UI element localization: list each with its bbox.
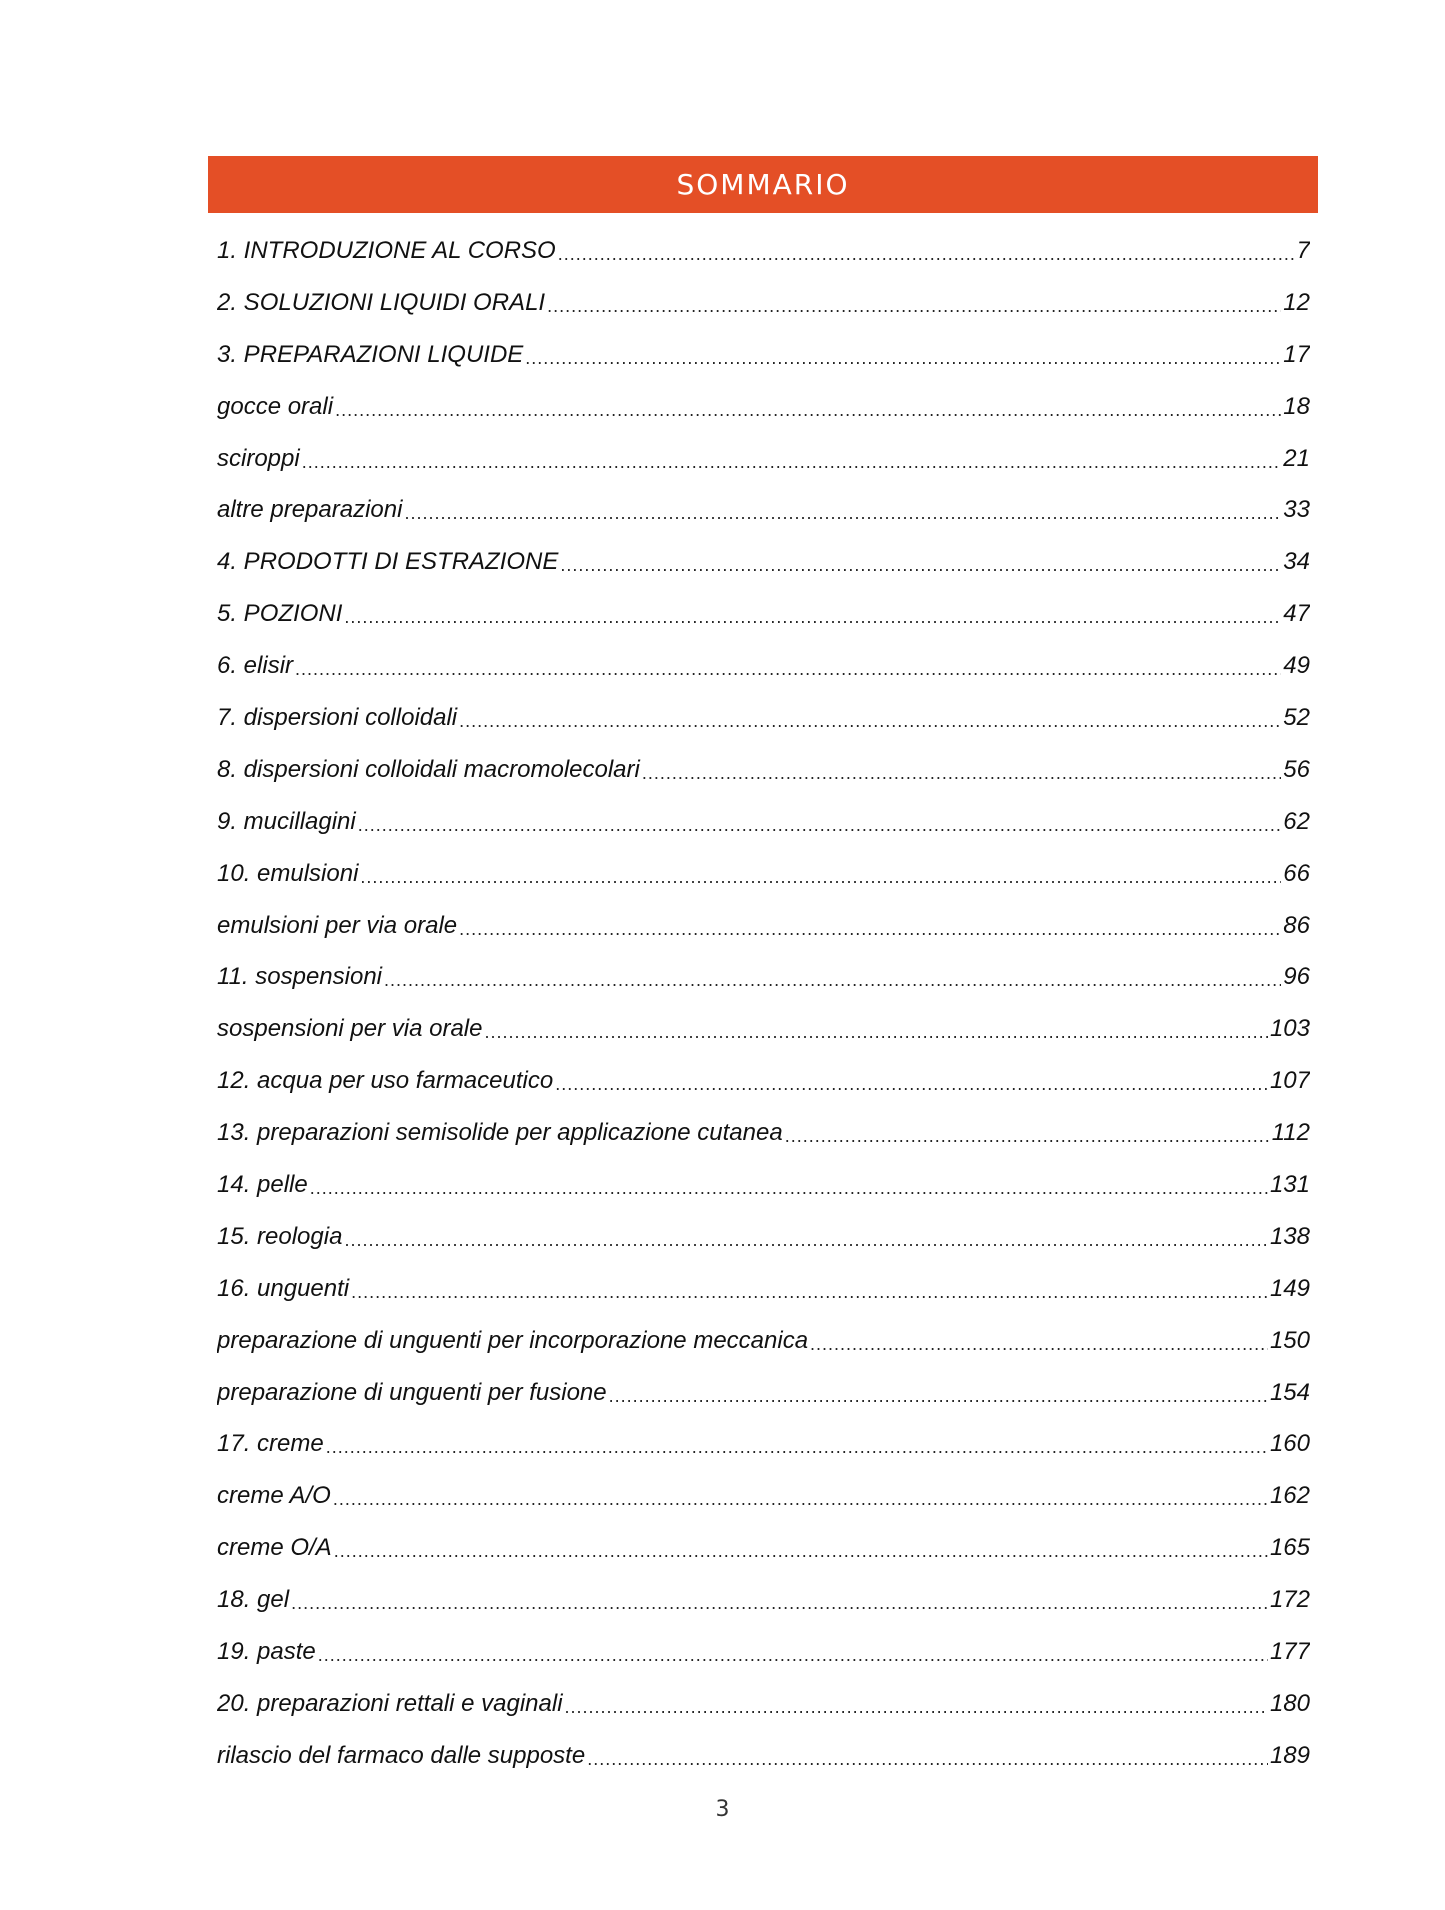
toc-entry-page-number[interactable]: 66 (1283, 859, 1310, 887)
toc-dot-leader (459, 712, 1281, 730)
toc-entry-page-number[interactable]: 160 (1269, 1430, 1310, 1458)
toc-dot-leader (344, 1231, 1268, 1249)
toc-entry[interactable] (217, 744, 1310, 796)
toc-entry-title[interactable]: 20. preparazioni rettali e vaginali (217, 1689, 563, 1717)
toc-entry-title[interactable]: 6. elisir (217, 652, 294, 680)
toc-dot-leader (459, 920, 1281, 938)
toc-entry[interactable] (217, 1159, 1310, 1211)
toc-entry-page-number[interactable]: 154 (1269, 1378, 1310, 1406)
toc-dot-leader (351, 1283, 1268, 1301)
toc-dot-leader (384, 971, 1281, 989)
toc-dot-leader (310, 1179, 1268, 1197)
toc-entry-page-number[interactable]: 86 (1283, 911, 1310, 939)
toc-entry-title[interactable]: 7. dispersioni colloidali (217, 703, 458, 731)
toc-dot-leader (485, 1023, 1268, 1041)
toc-entry-title[interactable]: gocce orali (217, 392, 334, 420)
toc-entry-page-number[interactable]: 34 (1283, 548, 1310, 576)
toc-entry-title[interactable]: 17. creme (217, 1430, 324, 1458)
toc-entry[interactable] (217, 1055, 1310, 1107)
toc-entry[interactable] (217, 225, 1310, 277)
toc-entry-page-number[interactable]: 12 (1283, 288, 1310, 316)
toc-dot-leader (558, 245, 1295, 263)
toc-dot-leader (609, 1387, 1268, 1405)
toc-entry[interactable] (217, 1003, 1310, 1055)
toc-header-bar (208, 156, 1318, 213)
toc-dot-leader (642, 764, 1281, 782)
toc-dot-leader (302, 453, 1282, 471)
toc-entry-title[interactable]: creme A/O (217, 1482, 331, 1510)
toc-entry[interactable] (217, 588, 1310, 640)
toc-entry-title[interactable]: 15. reologia (217, 1222, 343, 1250)
toc-entry-page-number[interactable]: 49 (1283, 652, 1310, 680)
toc-entry-page-number[interactable]: 162 (1269, 1482, 1310, 1510)
toc-entry-page-number[interactable]: 180 (1269, 1689, 1310, 1717)
toc-entry[interactable] (217, 1522, 1310, 1574)
toc-entry[interactable] (217, 640, 1310, 692)
toc-entry[interactable] (217, 1315, 1310, 1367)
toc-entry-page-number[interactable]: 177 (1269, 1637, 1310, 1665)
toc-entry[interactable] (217, 900, 1310, 952)
toc-entry[interactable] (217, 1626, 1310, 1678)
toc-entry-title[interactable]: 11. sospensioni (217, 963, 382, 991)
toc-entry[interactable] (217, 277, 1310, 329)
toc-entry[interactable] (217, 951, 1310, 1003)
toc-entry-title[interactable]: 3. PREPARAZIONI LIQUIDE (217, 340, 524, 368)
toc-entry[interactable] (217, 1107, 1310, 1159)
toc-entry-title[interactable]: 9. mucillagini (217, 807, 356, 835)
toc-entry-title[interactable]: sospensioni per via orale (217, 1015, 483, 1043)
toc-entry-title[interactable]: creme O/A (217, 1534, 332, 1562)
toc-entry[interactable] (217, 536, 1310, 588)
toc-dot-leader (587, 1750, 1268, 1768)
toc-dot-leader (560, 556, 1281, 574)
toc-entry-title[interactable]: 8. dispersioni colloidali macromolecolari (217, 755, 640, 783)
toc-entry-page-number[interactable]: 172 (1269, 1586, 1310, 1614)
toc-entry-title[interactable]: sciroppi (217, 444, 300, 472)
toc-entry[interactable] (217, 848, 1310, 900)
toc-entry-title[interactable]: rilascio del farmaco dalle supposte (217, 1741, 586, 1769)
toc-entry-title[interactable]: 16. unguenti (217, 1274, 350, 1302)
toc-entry-page-number[interactable]: 52 (1283, 703, 1310, 731)
toc-entry-title[interactable]: 12. acqua per uso farmaceutico (217, 1067, 554, 1095)
toc-entry-title[interactable]: preparazione di unguenti per fusione (217, 1378, 607, 1406)
toc-entry-page-number[interactable]: 165 (1269, 1534, 1310, 1562)
toc-entry[interactable] (217, 692, 1310, 744)
toc-dot-leader (555, 1075, 1268, 1093)
toc-entry-title[interactable]: 1. INTRODUZIONE AL CORSO (217, 236, 556, 264)
toc-dot-leader (318, 1646, 1268, 1664)
toc-dot-leader (525, 349, 1281, 367)
toc-entry-title[interactable]: 2. SOLUZIONI LIQUIDI ORALI (217, 288, 546, 316)
toc-entry[interactable] (217, 1730, 1310, 1782)
toc-dot-leader (785, 1127, 1270, 1145)
toc-entry-page-number[interactable]: 138 (1269, 1222, 1310, 1250)
toc-entry-page-number[interactable]: 96 (1283, 963, 1310, 991)
toc-entry[interactable] (217, 484, 1310, 536)
toc-entry-title[interactable]: 5. POZIONI (217, 600, 343, 628)
toc-entry[interactable] (217, 433, 1310, 485)
toc-dot-leader (335, 401, 1281, 419)
toc-entry-title[interactable]: emulsioni per via orale (217, 911, 458, 939)
toc-entry-page-number[interactable]: 62 (1283, 807, 1310, 835)
toc-entry-page-number[interactable]: 47 (1283, 600, 1310, 628)
toc-entry-page-number[interactable]: 33 (1283, 496, 1310, 524)
toc-entry-page-number[interactable]: 56 (1283, 755, 1310, 783)
toc-dot-leader (295, 660, 1281, 678)
toc-entry-title[interactable]: 18. gel (217, 1586, 290, 1614)
toc-dot-leader (360, 868, 1281, 886)
toc-entry-title[interactable]: 13. preparazioni semisolide per applicazione cutanea (217, 1119, 783, 1147)
toc-entry[interactable] (217, 381, 1310, 433)
toc-dot-leader (344, 608, 1281, 626)
toc-entry-page-number[interactable]: 7 (1296, 236, 1310, 264)
toc-entry[interactable] (217, 1418, 1310, 1470)
toc-entry-title[interactable]: 14. pelle (217, 1170, 308, 1198)
toc-entry[interactable] (217, 1678, 1310, 1730)
toc-title: SOMMARIO (676, 168, 850, 201)
toc-dot-leader (291, 1594, 1268, 1612)
toc-dot-leader (334, 1542, 1268, 1560)
toc-entry[interactable] (217, 1263, 1310, 1315)
toc-entry-title[interactable]: 19. paste (217, 1637, 316, 1665)
toc-entry[interactable] (217, 1211, 1310, 1263)
toc-dot-leader (547, 297, 1281, 315)
toc-entry-title[interactable]: 4. PRODOTTI DI ESTRAZIONE (217, 548, 559, 576)
toc-dot-leader (404, 504, 1281, 522)
toc-entry-title[interactable]: altre preparazioni (217, 496, 403, 524)
toc-entry-title[interactable]: preparazione di unguenti per incorporazione meccanica (217, 1326, 809, 1354)
toc-entry-title[interactable]: 10. emulsioni (217, 859, 359, 887)
toc-dot-leader (810, 1335, 1268, 1353)
toc-entry[interactable] (217, 1470, 1310, 1522)
toc-entry-page-number[interactable]: 150 (1269, 1326, 1310, 1354)
toc-entry[interactable] (217, 1367, 1310, 1419)
toc-entry-page-number[interactable]: 112 (1271, 1119, 1310, 1147)
toc-dot-leader (565, 1698, 1268, 1716)
toc-dot-leader (358, 816, 1282, 834)
toc-entry[interactable] (217, 329, 1310, 381)
toc-entry-page-number[interactable]: 107 (1269, 1067, 1310, 1095)
toc-entry-page-number[interactable]: 131 (1269, 1170, 1310, 1198)
toc-entry[interactable] (217, 796, 1310, 848)
toc-entry-page-number[interactable]: 103 (1269, 1015, 1310, 1043)
toc-dot-leader (333, 1490, 1268, 1508)
page-number: 3 (715, 1797, 730, 1822)
toc-entry[interactable] (217, 1574, 1310, 1626)
toc-dot-leader (326, 1438, 1268, 1456)
toc-entry-page-number[interactable]: 149 (1269, 1274, 1310, 1302)
table-of-contents (217, 225, 1310, 1782)
toc-entry-page-number[interactable]: 21 (1283, 444, 1310, 472)
toc-entry-page-number[interactable]: 189 (1269, 1741, 1310, 1769)
toc-entry-page-number[interactable]: 17 (1283, 340, 1310, 368)
toc-entry-page-number[interactable]: 18 (1283, 392, 1310, 420)
